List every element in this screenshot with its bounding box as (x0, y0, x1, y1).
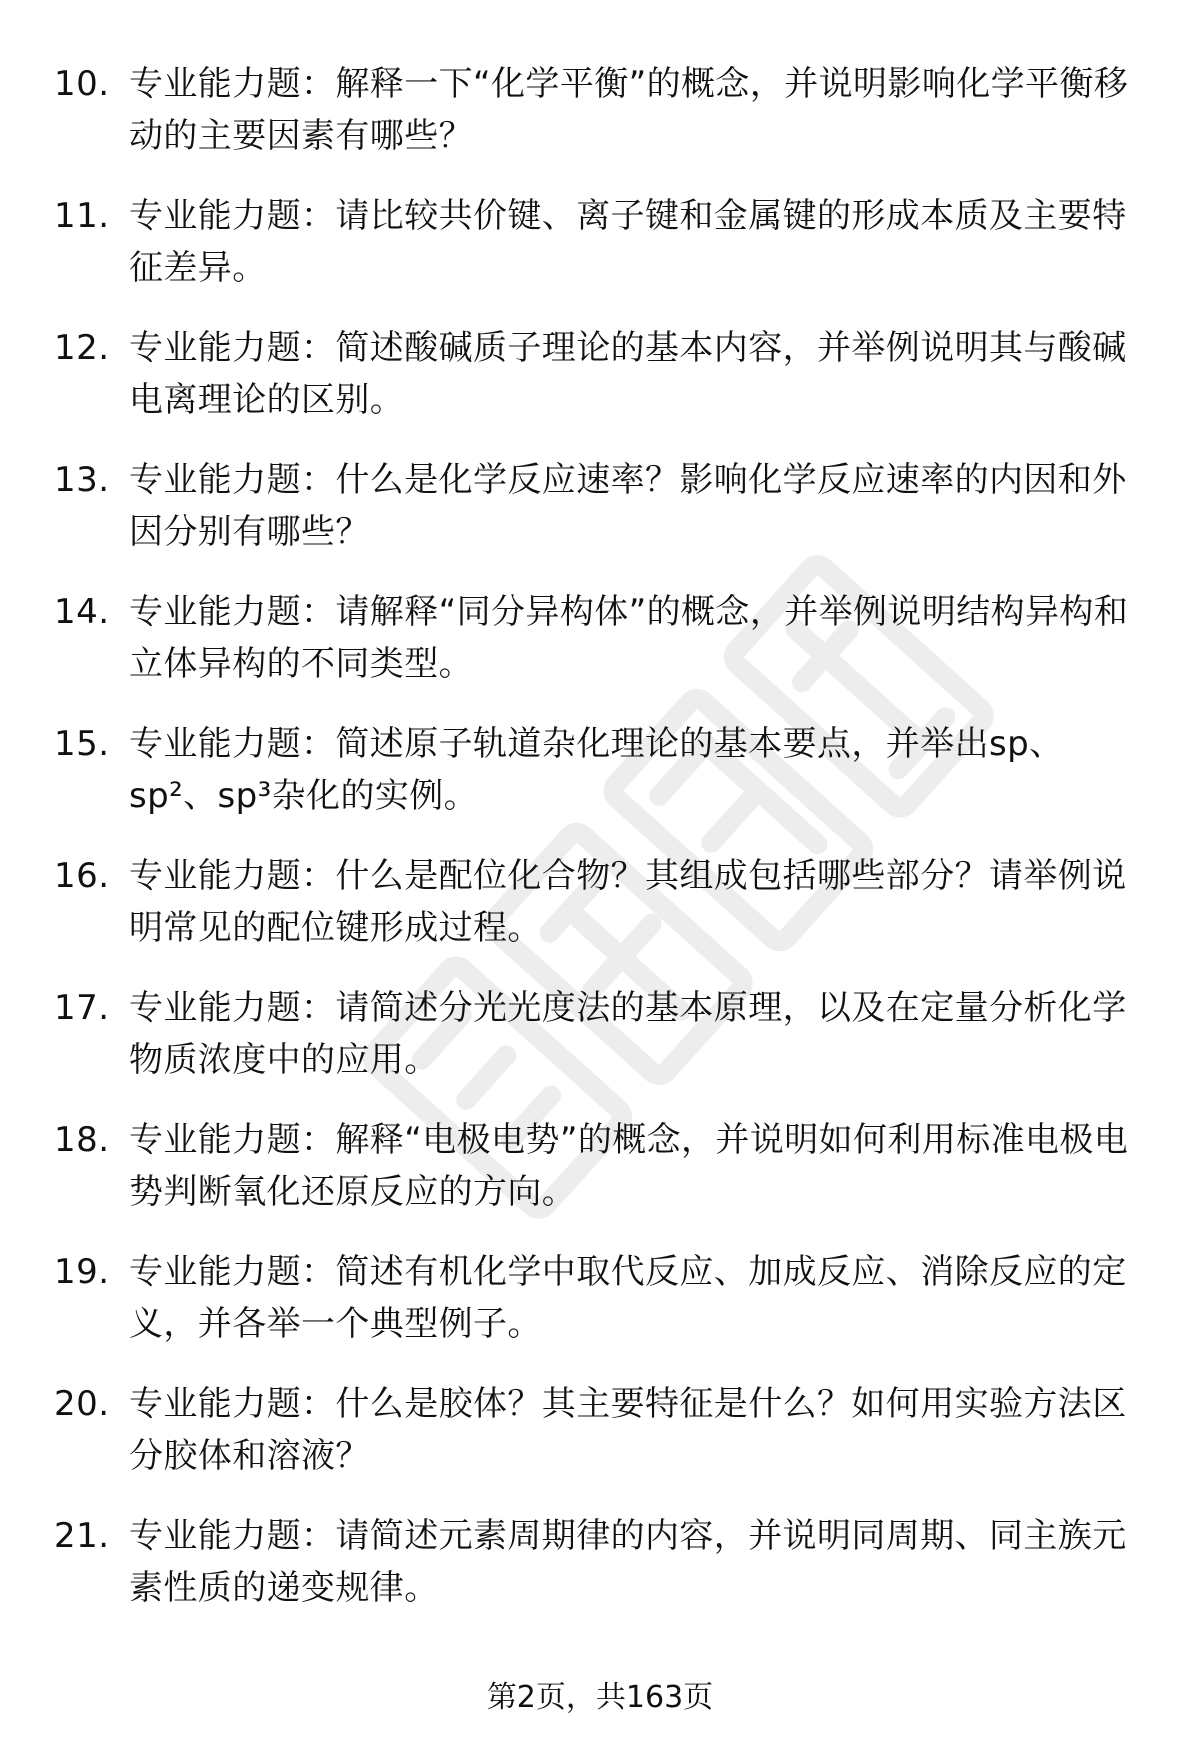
question-number: 16. (54, 856, 110, 896)
question-text: 专业能力题：什么是胶体？其主要特征是什么？如何用实验方法区分胶体和溶液？ (129, 1384, 1127, 1476)
question-text: 专业能力题：什么是化学反应速率？影响化学反应速率的内因和外因分别有哪些？ (129, 460, 1127, 552)
question-number: 17. (54, 988, 110, 1028)
question-number: 13. (54, 460, 110, 500)
question-item (0, 1510, 1200, 1642)
question-number: 11. (54, 196, 110, 236)
question-item (0, 58, 1200, 190)
question-number: 10. (54, 64, 110, 104)
question-item (0, 1378, 1200, 1510)
question-text: 专业能力题：简述酸碱质子理论的基本内容，并举例说明其与酸碱电离理论的区别。 (129, 328, 1127, 420)
question-item (0, 718, 1200, 850)
question-number: 15. (54, 724, 110, 764)
question-text: 专业能力题：简述有机化学中取代反应、加成反应、消除反应的定义，并各举一个典型例子。 (129, 1252, 1127, 1344)
question-number: 18. (54, 1120, 110, 1160)
page-footer: 第2页，共163页 (486, 1680, 714, 1715)
question-item (0, 190, 1200, 322)
question-item (0, 586, 1200, 718)
question-number: 12. (54, 328, 110, 368)
question-number: 19. (54, 1252, 110, 1292)
question-number: 20. (54, 1384, 110, 1424)
question-number: 14. (54, 592, 110, 632)
question-item (0, 850, 1200, 982)
question-text: 专业能力题：简述原子轨道杂化理论的基本要点，并举出sp、sp²、sp³杂化的实例。 (129, 724, 1064, 816)
question-text: 专业能力题：请简述分光光度法的基本原理，以及在定量分析化学物质浓度中的应用。 (129, 988, 1127, 1080)
question-item (0, 982, 1200, 1114)
question-text: 专业能力题：解释一下“化学平衡”的概念，并说明影响化学平衡移动的主要因素有哪些？ (129, 64, 1129, 156)
question-text: 专业能力题：请解释“同分异构体”的概念，并举例说明结构异构和立体异构的不同类型。 (129, 592, 1129, 684)
question-number: 21. (54, 1516, 110, 1556)
question-item (0, 454, 1200, 586)
question-text: 专业能力题：请比较共价键、离子键和金属键的形成本质及主要特征差异。 (129, 196, 1127, 288)
question-text: 专业能力题：解释“电极电势”的概念，并说明如何利用标准电极电势判断氧化还原反应的方向。 (129, 1120, 1129, 1212)
question-item (0, 1114, 1200, 1246)
question-item (0, 1246, 1200, 1378)
question-text: 专业能力题：什么是配位化合物？其组成包括哪些部分？请举例说明常见的配位键形成过程。 (129, 856, 1127, 948)
question-item (0, 322, 1200, 454)
question-list (0, 58, 1200, 1642)
question-text: 专业能力题：请简述元素周期律的内容，并说明同周期、同主族元素性质的递变规律。 (129, 1516, 1127, 1608)
